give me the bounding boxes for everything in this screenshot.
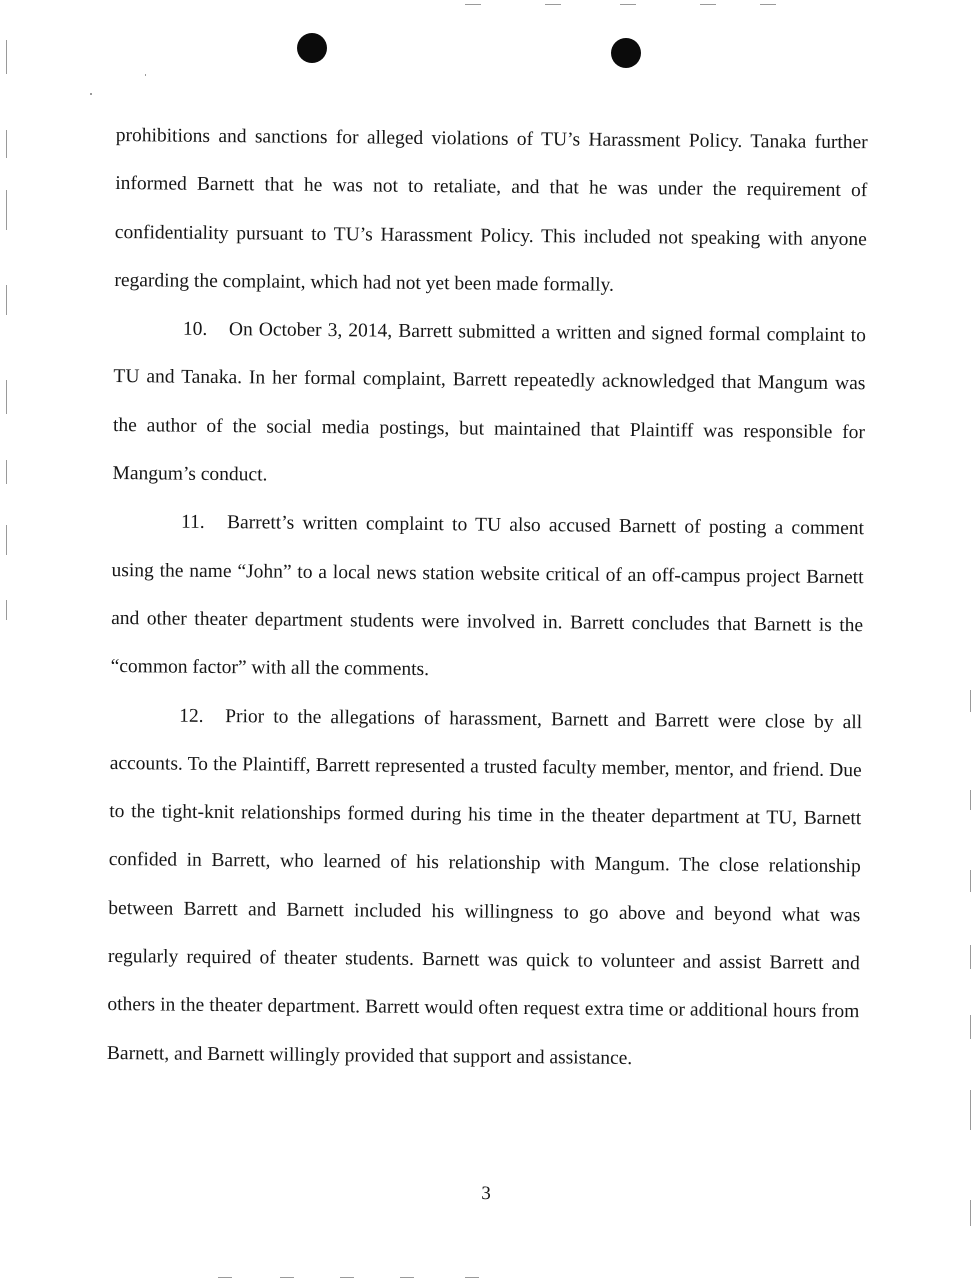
paragraph-text: Prior to the allegations of harassment, Barnett and Barrett were close by all accounts. To the Plaintiff, Barrett represented a trusted faculty member, mentor, and friend. Due to the tight-knit relationships formed during his time in the theater department at TU, Barnett confided in Barrett, who learned of his relationship with Mangum. The close relationship between Barrett and Barnett included his willingness to go above and beyond what was regularly required of theater students. Barnett was quick to volunteer and assist Barrett and others in the theater department. Barrett would often request extra time or additional hours from Barnett, and Barnett willingly provided that support and assistance. [106, 705, 863, 1069]
scan-artifact [970, 945, 971, 969]
paragraph-10 [112, 305, 866, 505]
paragraph-number: 11. [180, 512, 205, 534]
scan-artifact [6, 525, 7, 555]
paragraph-text: prohibitions and sanctions for alleged violations of TU’s Harassment Policy. Tanaka further informed Barnett that he was not to retaliate, and that he was under the requirement of confidentiality pursuant to TU’s Harassment Policy. This included not speaking with anyone regarding the complaint, which had not yet been made formally. [114, 124, 868, 296]
scan-artifact [6, 380, 7, 414]
punch-hole-left [297, 33, 327, 63]
scan-artifact [280, 1277, 294, 1278]
body-text [107, 112, 868, 1085]
scan-artifact [620, 4, 636, 5]
paragraph-continued [114, 112, 868, 312]
scan-artifact [465, 4, 481, 5]
paragraph-number: 10. [182, 318, 208, 341]
scan-artifact [400, 1277, 414, 1278]
scan-artifact [970, 1015, 971, 1039]
scan-artifact [6, 130, 7, 158]
scan-artifact [6, 600, 7, 620]
scan-artifact [145, 74, 146, 76]
scan-artifact [970, 1200, 971, 1226]
scan-artifact [545, 4, 561, 5]
scan-artifact [760, 4, 776, 5]
page-number: 3 [481, 1182, 491, 1205]
punch-hole-right [611, 38, 641, 68]
scan-artifact [6, 460, 7, 484]
scan-artifact [340, 1277, 354, 1278]
scan-artifact [970, 1090, 971, 1130]
scan-artifact [700, 4, 716, 5]
paragraph-number: 12. [179, 705, 204, 727]
scan-artifact [218, 1277, 232, 1278]
paragraph-text: On October 3, 2014, Barrett submitted a written and signed formal complaint to TU and Tanaka. In her formal complaint, Barrett repeatedly acknowledged that Mangum was the author of the social media postings, but maintained that Plaintiff was responsible for Mangum’s conduct. [112, 319, 866, 486]
scan-artifact [6, 190, 7, 230]
paragraph-text: Barrett’s written complaint to TU also accused Barnett of posting a comment using the name “John” to a local news station website critical of an off-campus project Barnett and other theater department students were involved in. Barrett concludes that Barnett is the “common factor” with all the comments. [110, 512, 865, 681]
paragraph-11 [110, 498, 864, 698]
scan-artifact [970, 790, 971, 810]
scan-artifact [465, 1277, 479, 1278]
scan-artifact [6, 285, 7, 315]
scan-artifact [90, 93, 92, 95]
scan-artifact [6, 40, 7, 74]
scan-artifact [970, 690, 971, 712]
scan-artifact [970, 870, 971, 892]
paragraph-12 [107, 692, 863, 1086]
